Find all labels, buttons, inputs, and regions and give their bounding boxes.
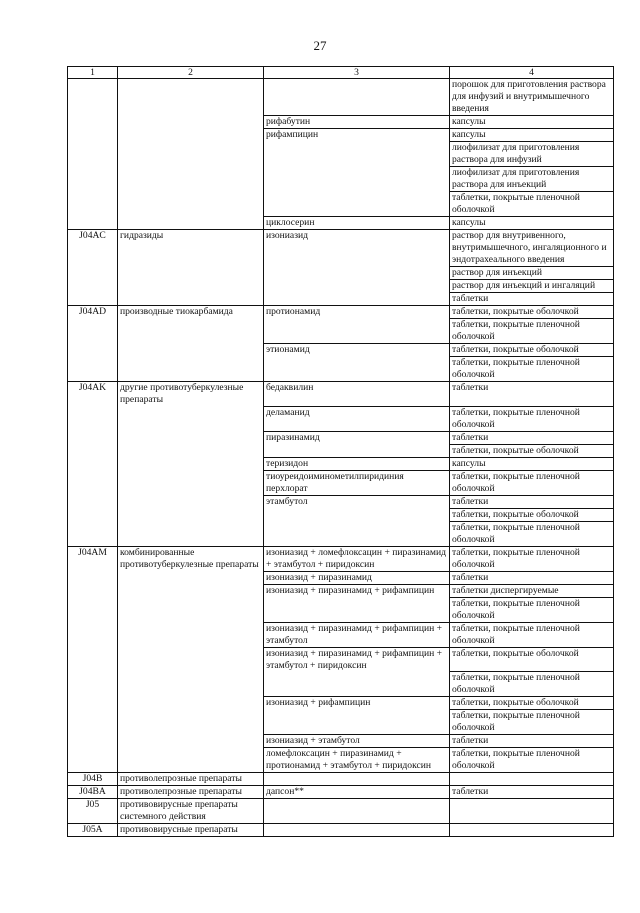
dosage-form-cell <box>450 773 614 786</box>
group-name-cell <box>118 280 264 293</box>
table-row <box>68 217 614 230</box>
table-row <box>68 508 614 521</box>
substance-cell: изониазид + пиразинамид <box>264 571 450 584</box>
atc-code-cell <box>68 280 118 293</box>
substance-cell <box>264 521 450 546</box>
substance-cell: циклосерин <box>264 217 450 230</box>
dosage-form-cell: раствор для инъекций и ингаляций <box>450 280 614 293</box>
substance-cell <box>264 597 450 622</box>
dosage-form-cell: таблетки, покрытые оболочкой <box>450 306 614 319</box>
group-name-cell <box>118 672 264 697</box>
substance-cell <box>264 293 450 306</box>
table-row <box>68 129 614 142</box>
table-row <box>68 267 614 280</box>
dosage-form-cell: порошок для приготовления раствора для инфузий и внутримышечного введения <box>450 79 614 116</box>
dosage-form-cell: таблетки, покрытые пленочной оболочкой <box>450 470 614 495</box>
atc-code-cell <box>68 79 118 116</box>
table-row <box>68 597 614 622</box>
substance-cell: изониазид + пиразинамид + рифампицин <box>264 584 450 597</box>
table-row <box>68 799 614 824</box>
substance-cell: ломефлоксацин + пиразинамид + протионамид + этамбутол + пиридоксин <box>264 748 450 773</box>
table-row <box>68 431 614 444</box>
table-row <box>68 521 614 546</box>
substance-cell: дапсон** <box>264 786 450 799</box>
group-name-cell <box>118 697 264 710</box>
dosage-form-cell: таблетки, покрытые пленочной оболочкой <box>450 521 614 546</box>
group-name-cell <box>118 521 264 546</box>
atc-code-cell <box>68 267 118 280</box>
dosage-form-cell <box>450 799 614 824</box>
substance-cell <box>264 773 450 786</box>
substance-cell: изониазид + этамбутол <box>264 735 450 748</box>
atc-code-cell <box>68 444 118 457</box>
table-row <box>68 710 614 735</box>
dosage-form-cell: таблетки, покрытые пленочной оболочкой <box>450 357 614 382</box>
atc-code-cell <box>68 293 118 306</box>
group-name-cell <box>118 647 264 672</box>
dosage-form-cell: таблетки, покрытые оболочкой <box>450 344 614 357</box>
atc-code-cell <box>68 116 118 129</box>
dosage-form-cell: таблетки <box>450 382 614 407</box>
group-name-cell <box>118 584 264 597</box>
atc-code-cell <box>68 357 118 382</box>
table-row <box>68 306 614 319</box>
dosage-form-cell: капсулы <box>450 457 614 470</box>
dosage-form-cell: таблетки <box>450 735 614 748</box>
group-name-cell <box>118 357 264 382</box>
atc-code-cell <box>68 457 118 470</box>
header-cell-code: 1 <box>68 67 118 79</box>
dosage-form-cell: лиофилизат для приготовления раствора для инъекций <box>450 167 614 192</box>
table-row <box>68 748 614 773</box>
table-row <box>68 444 614 457</box>
dosage-form-cell <box>450 824 614 837</box>
table-row <box>68 697 614 710</box>
atc-code-cell <box>68 622 118 647</box>
substance-cell: этионамид <box>264 344 450 357</box>
atc-code-cell <box>68 647 118 672</box>
atc-code-cell <box>68 431 118 444</box>
atc-code-cell: J04AK <box>68 382 118 407</box>
substance-cell: этамбутол <box>264 495 450 508</box>
substance-cell <box>264 508 450 521</box>
atc-code-cell: J04AC <box>68 230 118 267</box>
table-row <box>68 457 614 470</box>
group-name-cell: противолепрозные препараты <box>118 786 264 799</box>
substance-cell: изониазид <box>264 230 450 267</box>
table-row <box>68 824 614 837</box>
table-row <box>68 495 614 508</box>
table-row <box>68 735 614 748</box>
dosage-form-cell: таблетки <box>450 293 614 306</box>
table-row <box>68 382 614 407</box>
substance-cell <box>264 357 450 382</box>
dosage-form-cell: капсулы <box>450 116 614 129</box>
group-name-cell: комбинированные противотуберкулезные препараты <box>118 546 264 571</box>
atc-code-cell: J04B <box>68 773 118 786</box>
substance-cell <box>264 799 450 824</box>
table-row <box>68 773 614 786</box>
substance-cell: изониазид + пиразинамид + рифампицин + этамбутол + пиридоксин <box>264 647 450 672</box>
dosage-form-cell: таблетки, покрытые пленочной оболочкой <box>450 406 614 431</box>
dosage-form-cell: таблетки <box>450 495 614 508</box>
header-cell-substance: 3 <box>264 67 450 79</box>
dosage-form-cell: лиофилизат для приготовления раствора для инфузий <box>450 142 614 167</box>
substance-cell: тиоуреидоиминометилпиридиния перхлорат <box>264 470 450 495</box>
dosage-form-cell: таблетки <box>450 431 614 444</box>
atc-code-cell <box>68 470 118 495</box>
table-row <box>68 584 614 597</box>
table-row <box>68 622 614 647</box>
group-name-cell: производные тиокарбамида <box>118 306 264 319</box>
substance-cell: теризидон <box>264 457 450 470</box>
substance-cell: рифампицин <box>264 129 450 142</box>
table-row <box>68 470 614 495</box>
atc-code-cell <box>68 697 118 710</box>
dosage-form-cell: таблетки, покрытые оболочкой <box>450 444 614 457</box>
group-name-cell: противовирусные препараты <box>118 824 264 837</box>
group-name-cell: противовирусные препараты системного действия <box>118 799 264 824</box>
dosage-form-cell: таблетки, покрытые оболочкой <box>450 647 614 672</box>
table-row <box>68 344 614 357</box>
group-name-cell <box>118 748 264 773</box>
substance-cell <box>264 710 450 735</box>
substance-cell: пиразинамид <box>264 431 450 444</box>
atc-code-cell <box>68 571 118 584</box>
atc-code-cell <box>68 521 118 546</box>
group-name-cell <box>118 457 264 470</box>
dosage-form-cell: таблетки диспергируемые <box>450 584 614 597</box>
table-row <box>68 116 614 129</box>
group-name-cell <box>118 622 264 647</box>
group-name-cell <box>118 495 264 508</box>
atc-code-cell: J05A <box>68 824 118 837</box>
group-name-cell <box>118 431 264 444</box>
substance-cell: рифабутин <box>264 116 450 129</box>
dosage-form-cell: таблетки, покрытые оболочкой <box>450 508 614 521</box>
header-row <box>68 67 614 79</box>
atc-code-cell <box>68 319 118 344</box>
dosage-form-cell: таблетки <box>450 786 614 799</box>
drug-list-table <box>67 66 614 837</box>
atc-code-cell <box>68 508 118 521</box>
atc-code-cell <box>68 672 118 697</box>
dosage-form-cell: таблетки, покрытые пленочной оболочкой <box>450 622 614 647</box>
substance-cell <box>264 267 450 280</box>
table-row <box>68 406 614 431</box>
dosage-form-cell: таблетки, покрытые пленочной оболочкой <box>450 748 614 773</box>
group-name-cell <box>118 406 264 431</box>
table-row <box>68 672 614 697</box>
group-name-cell <box>118 735 264 748</box>
atc-code-cell: J04AM <box>68 546 118 571</box>
table-row <box>68 167 614 192</box>
group-name-cell <box>118 129 264 142</box>
substance-cell: протионамид <box>264 306 450 319</box>
group-name-cell: противолепрозные препараты <box>118 773 264 786</box>
table-row <box>68 647 614 672</box>
substance-cell: изониазид + рифампицин <box>264 697 450 710</box>
group-name-cell: гидразиды <box>118 230 264 267</box>
group-name-cell <box>118 167 264 192</box>
substance-cell: бедаквилин <box>264 382 450 407</box>
group-name-cell <box>118 293 264 306</box>
table-row <box>68 293 614 306</box>
atc-code-cell <box>68 406 118 431</box>
table-row <box>68 357 614 382</box>
dosage-form-cell: таблетки, покрытые пленочной оболочкой <box>450 710 614 735</box>
group-name-cell <box>118 192 264 217</box>
substance-cell <box>264 79 450 116</box>
table-row <box>68 192 614 217</box>
dosage-form-cell: таблетки, покрытые пленочной оболочкой <box>450 319 614 344</box>
substance-cell <box>264 672 450 697</box>
group-name-cell <box>118 597 264 622</box>
group-name-cell <box>118 470 264 495</box>
group-name-cell <box>118 508 264 521</box>
table-row <box>68 142 614 167</box>
atc-code-cell <box>68 192 118 217</box>
dosage-form-cell: таблетки, покрытые пленочной оболочкой <box>450 546 614 571</box>
page-number: 27 <box>313 38 327 53</box>
group-name-cell <box>118 142 264 167</box>
atc-code-cell <box>68 167 118 192</box>
atc-code-cell <box>68 735 118 748</box>
group-name-cell <box>118 116 264 129</box>
table-row <box>68 79 614 116</box>
substance-cell <box>264 142 450 167</box>
table-row <box>68 280 614 293</box>
group-name-cell <box>118 710 264 735</box>
dosage-form-cell: капсулы <box>450 217 614 230</box>
substance-cell: изониазид + ломефлоксацин + пиразинамид + этамбутол + пиридоксин <box>264 546 450 571</box>
group-name-cell <box>118 344 264 357</box>
group-name-cell <box>118 571 264 584</box>
table-row <box>68 786 614 799</box>
substance-cell: изониазид + пиразинамид + рифампицин + этамбутол <box>264 622 450 647</box>
atc-code-cell <box>68 344 118 357</box>
atc-code-cell: J04BA <box>68 786 118 799</box>
atc-code-cell <box>68 495 118 508</box>
header-cell-group: 2 <box>118 67 264 79</box>
atc-code-cell <box>68 710 118 735</box>
substance-cell <box>264 280 450 293</box>
atc-code-cell <box>68 748 118 773</box>
table-row <box>68 319 614 344</box>
dosage-form-cell: раствор для инъекций <box>450 267 614 280</box>
group-name-cell <box>118 319 264 344</box>
header-cell-form: 4 <box>450 67 614 79</box>
atc-code-cell <box>68 129 118 142</box>
atc-code-cell <box>68 217 118 230</box>
table-body <box>68 79 614 837</box>
substance-cell: деламанид <box>264 406 450 431</box>
group-name-cell <box>118 267 264 280</box>
atc-code-cell <box>68 597 118 622</box>
substance-cell <box>264 444 450 457</box>
dosage-form-cell: таблетки <box>450 571 614 584</box>
group-name-cell <box>118 444 264 457</box>
group-name-cell: другие противотуберкулезные препараты <box>118 382 264 407</box>
atc-code-cell: J05 <box>68 799 118 824</box>
table-row <box>68 571 614 584</box>
substance-cell <box>264 192 450 217</box>
dosage-form-cell: таблетки, покрытые пленочной оболочкой <box>450 192 614 217</box>
table-row <box>68 546 614 571</box>
dosage-form-cell: раствор для внутривенного, внутримышечного, ингаляционного и эндотрахеального введения <box>450 230 614 267</box>
substance-cell <box>264 167 450 192</box>
dosage-form-cell: капсулы <box>450 129 614 142</box>
table-row <box>68 230 614 267</box>
dosage-form-cell: таблетки, покрытые оболочкой <box>450 697 614 710</box>
group-name-cell <box>118 79 264 116</box>
atc-code-cell <box>68 142 118 167</box>
atc-code-cell: J04AD <box>68 306 118 319</box>
substance-cell <box>264 824 450 837</box>
group-name-cell <box>118 217 264 230</box>
dosage-form-cell: таблетки, покрытые пленочной оболочкой <box>450 597 614 622</box>
atc-code-cell <box>68 584 118 597</box>
dosage-form-cell: таблетки, покрытые пленочной оболочкой <box>450 672 614 697</box>
substance-cell <box>264 319 450 344</box>
